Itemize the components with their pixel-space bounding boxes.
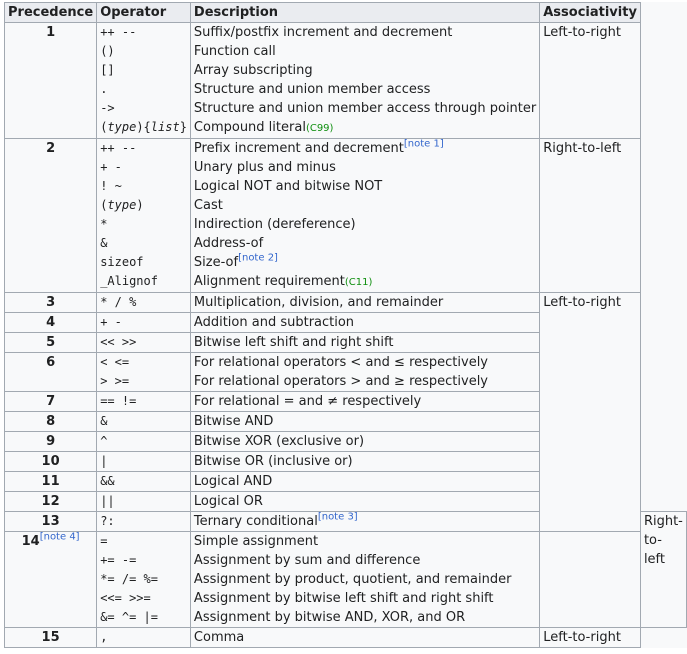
description-text: For relational operators > and ≥ respectively bbox=[193, 374, 489, 389]
table-row-precedence-14 bbox=[5, 532, 687, 628]
description-cell: Comma bbox=[190, 628, 539, 648]
header-operator: Operator bbox=[97, 3, 191, 23]
operator-symbol: _Alignof bbox=[100, 274, 158, 288]
description-text: For relational operators < and ≤ respectively bbox=[193, 355, 489, 370]
operator-symbol bbox=[100, 196, 187, 215]
operator-type-placeholder: type bbox=[107, 120, 137, 134]
operator-symbol: sizeof bbox=[100, 255, 144, 269]
description-cell: Bitwise left shift and right shift bbox=[190, 333, 539, 353]
description-text: Assignment by product, quotient, and remainder bbox=[193, 572, 512, 587]
description-text: Assignment by sum and difference bbox=[193, 553, 421, 568]
description-cell: Logical OR bbox=[190, 492, 539, 512]
operator-cell: ^ bbox=[97, 432, 191, 452]
description-text: Function call bbox=[193, 44, 276, 59]
operator-cell: && bbox=[97, 472, 191, 492]
description-text bbox=[194, 272, 536, 292]
precedence-value: 2 bbox=[5, 139, 97, 293]
associativity-cell: Left-to-right bbox=[540, 23, 641, 139]
operator-cell bbox=[97, 23, 191, 139]
operator-cell: * / % bbox=[97, 293, 191, 313]
description-cell bbox=[190, 353, 539, 392]
operator-symbol: &= ^= |= bbox=[100, 610, 158, 624]
operator-type-placeholder: type bbox=[107, 198, 137, 212]
description-text: Indirection (dereference) bbox=[193, 217, 356, 232]
operator-symbol: <<= >>= bbox=[100, 591, 151, 605]
operator-symbol: = bbox=[100, 534, 108, 548]
operator-symbol bbox=[100, 118, 187, 137]
operator-symbol: . bbox=[100, 82, 108, 96]
operator-cell bbox=[97, 139, 191, 293]
header-precedence: Precedence bbox=[5, 3, 97, 23]
operator-symbol: += -= bbox=[100, 553, 137, 567]
standard-link-c99[interactable]: (C99) bbox=[305, 123, 334, 134]
precedence-value: 4 bbox=[5, 313, 97, 333]
header-row bbox=[5, 3, 687, 23]
operator-symbol: ! ~ bbox=[100, 179, 122, 193]
description-text: Array subscripting bbox=[193, 63, 313, 78]
associativity-cell: Right-to-left bbox=[640, 512, 686, 628]
operator-paren: ( bbox=[100, 120, 108, 134]
description-text: Structure and union member access through pointer bbox=[193, 101, 537, 116]
precedence-value: 15 bbox=[5, 628, 97, 648]
precedence-value: 3 bbox=[5, 293, 97, 313]
description-cell: Bitwise XOR (exclusive or) bbox=[190, 432, 539, 452]
description-text: Assignment by bitwise AND, XOR, and OR bbox=[193, 610, 466, 625]
description-label: Prefix increment and decrement bbox=[193, 141, 404, 156]
operator-symbol: -> bbox=[100, 101, 115, 115]
standard-link-c11[interactable]: (C11) bbox=[344, 277, 373, 288]
description-cell: Bitwise OR (inclusive or) bbox=[190, 452, 539, 472]
operator-symbol: () bbox=[100, 44, 115, 58]
description-text: Suffix/postfix increment and decrement bbox=[193, 25, 453, 40]
note-3-link[interactable]: [note 3] bbox=[317, 511, 358, 523]
description-cell: Multiplication, division, and remainder bbox=[190, 293, 539, 313]
operator-symbol: [] bbox=[100, 63, 115, 77]
description-cell bbox=[190, 532, 539, 628]
associativity-cell: Right-to-left bbox=[540, 139, 641, 293]
description-text: Address-of bbox=[193, 236, 264, 251]
description-cell bbox=[190, 512, 539, 532]
note-1-link[interactable]: [note 1] bbox=[403, 138, 444, 150]
associativity-cell: Left-to-right bbox=[540, 293, 641, 532]
description-text: Assignment by bitwise left shift and right shift bbox=[193, 591, 494, 606]
operator-paren: ) bbox=[136, 198, 144, 212]
precedence-value: 10 bbox=[5, 452, 97, 472]
precedence-value: 6 bbox=[5, 353, 97, 392]
precedence-value: 8 bbox=[5, 412, 97, 432]
description-text bbox=[194, 118, 536, 138]
description-label: Ternary conditional bbox=[193, 514, 318, 529]
note-2-link[interactable]: [note 2] bbox=[238, 252, 278, 264]
operator-symbol: * bbox=[100, 217, 108, 231]
precedence-value: 5 bbox=[5, 333, 97, 353]
description-cell: Logical AND bbox=[190, 472, 539, 492]
precedence-value: 7 bbox=[5, 392, 97, 412]
precedence-value: 12 bbox=[5, 492, 97, 512]
description-text: Structure and union member access bbox=[193, 82, 431, 97]
table-row-precedence-2 bbox=[5, 139, 687, 293]
precedence-value: 11 bbox=[5, 472, 97, 492]
precedence-value: 9 bbox=[5, 432, 97, 452]
description-label: Size-of bbox=[193, 255, 239, 270]
table-row-precedence-3 bbox=[5, 293, 687, 313]
operator-brace: ){ bbox=[136, 120, 151, 134]
description-cell bbox=[190, 23, 539, 139]
description-label: Alignment requirement bbox=[193, 274, 345, 289]
operator-symbol: ++ -- bbox=[100, 141, 137, 155]
precedence-number: 14 bbox=[21, 534, 40, 549]
operator-symbol: *= /= %= bbox=[100, 572, 158, 586]
operator-cell: + - bbox=[97, 313, 191, 333]
description-text: Logical NOT and bitwise NOT bbox=[193, 179, 383, 194]
note-4-link[interactable]: [note 4] bbox=[39, 531, 80, 543]
description-text: Cast bbox=[193, 198, 223, 213]
operator-cell bbox=[97, 532, 191, 628]
operator-cell: << >> bbox=[97, 333, 191, 353]
description-text: Unary plus and minus bbox=[193, 160, 336, 175]
operator-symbol: ++ -- bbox=[100, 25, 137, 39]
description-cell: Addition and subtraction bbox=[190, 313, 539, 333]
description-text: Simple assignment bbox=[193, 534, 319, 549]
operator-symbol: & bbox=[100, 236, 108, 250]
description-cell: For relational = and ≠ respectively bbox=[190, 392, 539, 412]
operator-paren: ( bbox=[100, 198, 108, 212]
operator-cell: | bbox=[97, 452, 191, 472]
operator-symbol: + - bbox=[100, 160, 122, 174]
operator-symbol: < <= bbox=[100, 355, 130, 369]
operator-cell: == != bbox=[97, 392, 191, 412]
table-row-precedence-15 bbox=[5, 628, 687, 648]
description-cell: Bitwise AND bbox=[190, 412, 539, 432]
header-description: Description bbox=[190, 3, 539, 23]
operator-precedence-table bbox=[4, 2, 687, 648]
operator-cell: || bbox=[97, 492, 191, 512]
operator-brace: } bbox=[179, 120, 187, 134]
table-row-precedence-1 bbox=[5, 23, 687, 139]
operator-cell: & bbox=[97, 412, 191, 432]
header-associativity: Associativity bbox=[540, 3, 641, 23]
precedence-value: 1 bbox=[5, 23, 97, 139]
precedence-value: 13 bbox=[5, 512, 97, 532]
operator-list-placeholder: list bbox=[150, 120, 180, 134]
description-label: Compound literal bbox=[193, 120, 306, 135]
operator-cell: ?: bbox=[97, 512, 191, 532]
description-cell bbox=[190, 139, 539, 293]
operator-cell: , bbox=[97, 628, 191, 648]
associativity-cell: Left-to-right bbox=[540, 628, 641, 648]
precedence-value bbox=[5, 532, 97, 628]
operator-symbol: > >= bbox=[100, 374, 130, 388]
description-text bbox=[194, 139, 536, 158]
operator-cell bbox=[97, 353, 191, 392]
description-text bbox=[194, 253, 536, 272]
